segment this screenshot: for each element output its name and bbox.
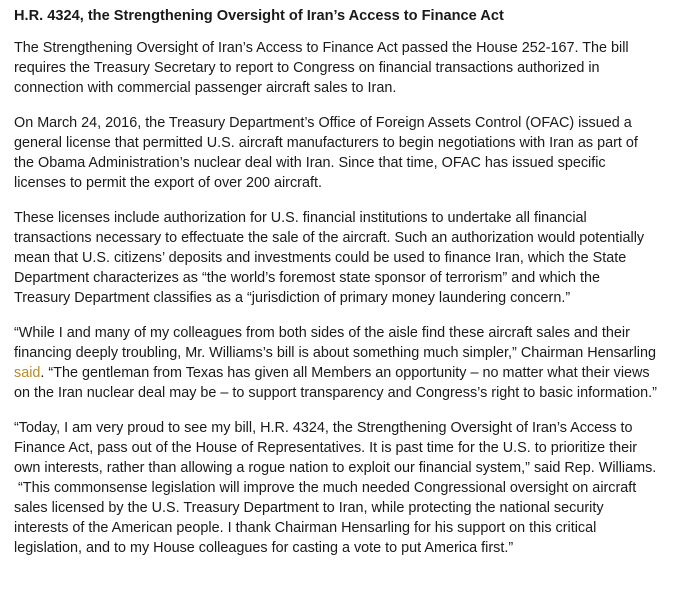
text-line: transactions necessary to effectuate the sale of the aircraft. Such an authorization would potentially <box>14 230 645 246</box>
text-segment: . “The gentleman from Texas has given all Members an opportunity – no matter what their views <box>40 365 650 381</box>
press-release <box>14 6 674 573</box>
paragraph-ofac-license <box>14 113 674 193</box>
text-line: The Strengthening Oversight of Iran’s Access to Finance Act passed the House 252-167. The bill <box>14 40 629 56</box>
document-title: H.R. 4324, the Strengthening Oversight of Iran’s Access to Finance Act <box>14 8 504 24</box>
text-line: licenses to permit the export of over 200 aircraft. <box>14 175 322 191</box>
text-line: mean that U.S. citizens’ deposits and investments could be used to finance Iran, which the State <box>14 250 627 266</box>
text-line: connection with commercial passenger aircraft sales to Iran. <box>14 80 397 96</box>
text-line: These licenses include authorization for U.S. financial institutions to undertake all financial <box>14 210 587 226</box>
text-line: On March 24, 2016, the Treasury Department’s Office of Foreign Assets Control (OFAC) issued a <box>14 115 632 131</box>
text-line: legislation, and to my House colleagues for casting a vote to put America first.” <box>14 540 514 556</box>
text-line: requires the Treasury Secretary to report to Congress on financial transactions authorized in <box>14 60 600 76</box>
text-line: “While I and many of my colleagues from both sides of the aisle find these aircraft sales and their <box>14 325 630 341</box>
paragraph-bill-summary <box>14 38 674 98</box>
text-line: Finance Act, pass out of the House of Representatives. It is past time for the U.S. to prioritize their <box>14 440 638 456</box>
text-line: the Obama Administration’s nuclear deal with Iran. Since that time, OFAC has issued specific <box>14 155 606 171</box>
text-line: “Today, I am very proud to see my bill, H.R. 4324, the Strengthening Oversight of Iran’s Access to <box>14 420 633 436</box>
paragraph-hensarling-quote <box>14 323 674 403</box>
said-link[interactable]: said <box>14 365 41 381</box>
text-line: “This commonsense legislation will improve the much needed Congressional oversight on aircraft <box>14 480 637 496</box>
text-line-with-link <box>14 363 674 383</box>
text-line: sales licensed by the U.S. Treasury Department to Iran, while protecting the national security <box>14 500 604 516</box>
text-line: financing deeply troubling, Mr. Williams’s bill is about something much simpler,” Chairman Hensarling <box>14 345 656 361</box>
text-line: interests of the American people. I thank Chairman Hensarling for his support on this critical <box>14 520 597 536</box>
text-line: own interests, rather than allowing a rogue nation to exploit our financial system,” said Rep. Williams. <box>14 460 657 476</box>
text-line: Department characterizes as “the world’s foremost state sponsor of terrorism” and which the <box>14 270 600 286</box>
paragraph-williams-quote <box>14 418 674 558</box>
text-line: general license that permitted U.S. aircraft manufacturers to begin negotiations with Iran as part of <box>14 135 638 151</box>
paragraph-licenses-authorization <box>14 208 674 308</box>
text-line: Treasury Department classifies as a “jurisdiction of primary money laundering concern.” <box>14 290 571 306</box>
text-line: on the Iran nuclear deal may be – to support transparency and Congress’s right to basic information.” <box>14 385 657 401</box>
